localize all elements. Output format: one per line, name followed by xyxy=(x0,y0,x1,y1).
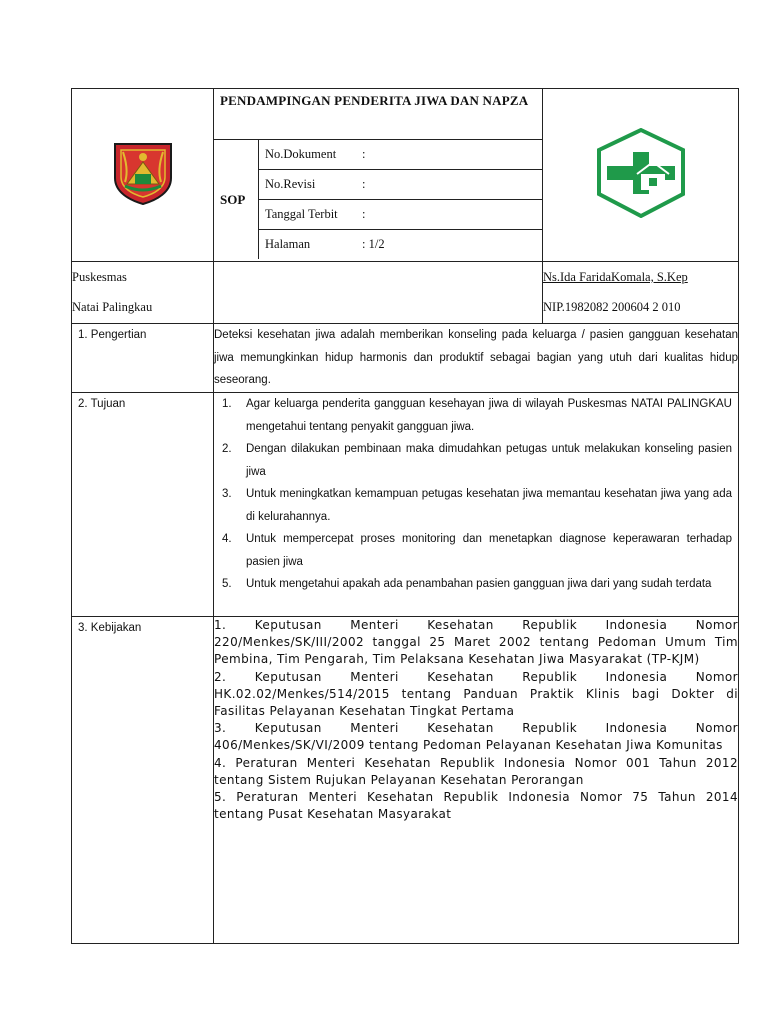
org-line-1: Puskesmas xyxy=(72,270,127,284)
kebijakan-item: 5. Peraturan Menteri Kesehatan Republik Indonesia Nomor 75 Tahun 2014 tentang Pusat Kesehatan Masyarakat xyxy=(214,790,738,822)
meta-row-halaman xyxy=(259,230,543,260)
list-item: 3. Untuk meningkatkan kemampuan petugas kesehatan jiwa memantau kesehatan jiwa yang ada di kelurahannya. xyxy=(222,488,732,523)
document-title: PENDAMPINGAN PENDERITA JIWA DAN NAPZA xyxy=(220,93,529,108)
meta-row-revisi xyxy=(259,170,543,200)
section-content-kebijakan xyxy=(214,617,739,944)
meta-label: Tanggal Terbit xyxy=(265,207,338,221)
list-item: 1. Agar keluarga penderita gangguan kesehayan jiwa di wilayah Puskesmas NATAI PALINGKAU mengetahui tentang penyakit gangguan jiwa. xyxy=(222,398,732,433)
meta-label: Halaman xyxy=(265,237,311,251)
meta-value: : xyxy=(362,177,366,191)
list-item: 2. Dengan dilakukan pembinaan maka dimudahkan petugas untuk melakukan konseling pasien jiwa xyxy=(222,443,732,478)
section-label-tujuan: 2. Tujuan xyxy=(72,393,214,617)
right-logo-cell xyxy=(543,89,739,262)
list-item: 4. Untuk mempercepat proses monitoring dan menetapkan diagnose keperawaran terhadap pasien jiwa xyxy=(222,533,732,568)
meta-value: : 1/2 xyxy=(362,237,385,251)
meta-row-dokument xyxy=(259,140,543,170)
meta-row-tanggal xyxy=(259,200,543,230)
document-meta-table xyxy=(214,139,542,259)
signer-nip: NIP.1982082 200604 2 010 xyxy=(543,300,681,314)
org-line-2: Natai Palingkau xyxy=(72,300,153,314)
blank-cell xyxy=(214,262,543,324)
left-logo-cell xyxy=(72,89,214,262)
title-cell xyxy=(214,89,543,262)
meta-value: : xyxy=(362,147,366,161)
kebijakan-item: 4. Peraturan Menteri Kesehatan Republik Indonesia Nomor 001 Tahun 2012 tentang Sistem Rujukan Pelayanan Kesehatan Perorangan xyxy=(214,755,738,787)
kebijakan-item: 3. Keputusan Menteri Kesehatan Republik Indonesia Nomor 406/Menkes/SK/VI/2009 tentang Pedoman Pelayanan Kesehatan Jiwa Komunitas xyxy=(214,721,738,753)
signer-name: Ns.Ida FaridaKomala, S.Kep xyxy=(543,270,688,284)
list-item: 5. Untuk mengetahui apakah ada penambahan pasien gangguan jiwa dari yang sudah terdata xyxy=(222,578,712,590)
organisation-cell xyxy=(72,262,214,324)
sop-document xyxy=(71,88,739,944)
tujuan-list xyxy=(214,393,738,596)
section-content-tujuan xyxy=(214,393,739,617)
meta-label: No.Revisi xyxy=(265,177,316,191)
section-content-pengertian xyxy=(214,324,739,393)
section-label-kebijakan: 3. Kebijakan xyxy=(72,617,214,944)
puskesmas-logo-icon xyxy=(593,128,689,218)
regional-emblem-icon xyxy=(111,140,175,206)
signer-cell xyxy=(543,262,739,324)
meta-label: No.Dokument xyxy=(265,147,337,161)
meta-value: : xyxy=(362,207,366,221)
kebijakan-item: 2. Keputusan Menteri Kesehatan Republik Indonesia Nomor HK.02.02/Menkes/514/2015 tentang Panduan Praktik Klinis bagi Dokter di Fasilitas Pelayanan Kesehatan Tingkat Pertama xyxy=(214,669,738,719)
kebijakan-item: 1. Keputusan Menteri Kesehatan Republik Indonesia Nomor 220/Menkes/SK/III/2002 tanggal 25 Maret 2002 tentang Pedoman Umum Tim Pembina, Tim Pengarah, Tim Pelaksana Kesehatan Jiwa Masyarakat (TP-KJM) xyxy=(214,618,738,667)
section-label-pengertian: 1. Pengertian xyxy=(72,324,214,393)
sop-label: SOP xyxy=(214,140,259,260)
pengertian-text: Deteksi kesehatan jiwa adalah memberikan konseling pada keluarga / pasien gangguan kesehatan jiwa memungkinkan hidup harmonis dan produktif sebagai bagian yang utuh dari kualitas hidup seseorang. xyxy=(214,329,738,386)
